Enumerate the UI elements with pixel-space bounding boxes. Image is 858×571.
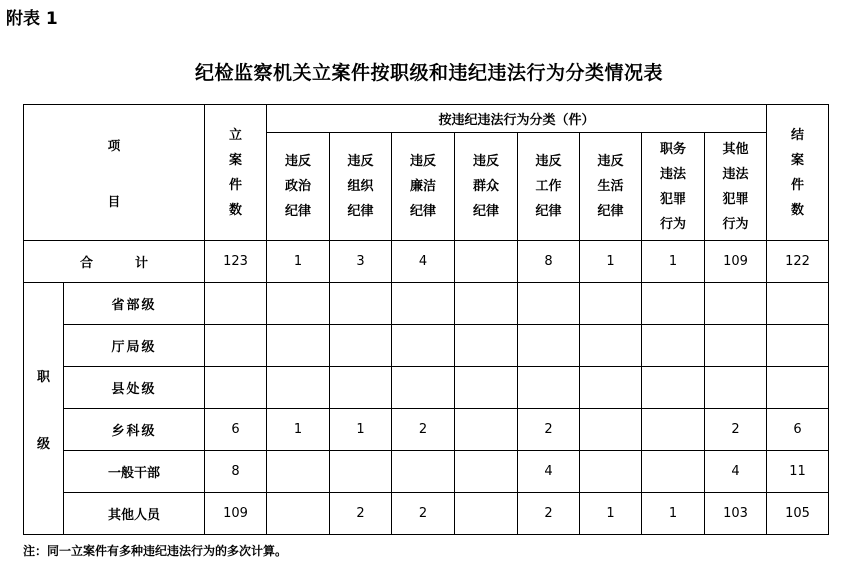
table-cell <box>767 325 829 367</box>
table-row <box>24 367 858 409</box>
table-cell: 6 <box>767 409 829 451</box>
table-title: 纪检监察机关立案件按职级和违纪违法行为分类情况表 <box>194 62 663 84</box>
table-row <box>24 493 858 535</box>
table-cell: 2 <box>330 493 392 535</box>
table-cell: 1 <box>580 493 642 535</box>
table-row <box>24 325 858 367</box>
category-header-organizational: 违反 组织 纪律 <box>330 133 392 241</box>
rank-group-label: 职 级 <box>24 283 64 535</box>
category-header-mass: 违反 群众 纪律 <box>455 133 518 241</box>
item-header-top: 项 <box>107 137 121 153</box>
table-cell <box>518 325 580 367</box>
row-label: 县处级 <box>64 367 205 409</box>
table-cell <box>642 283 705 325</box>
table-cell <box>642 451 705 493</box>
table-cell: 2 <box>518 493 580 535</box>
table-cell <box>330 451 392 493</box>
table-cell: 1 <box>580 241 642 283</box>
closed-count-header: 结 案 件 数 <box>767 105 829 241</box>
table-cell <box>392 451 455 493</box>
table-cell: 2 <box>392 409 455 451</box>
table-cell <box>705 367 767 409</box>
item-header-bottom: 目 <box>107 193 121 209</box>
table-cell: 4 <box>392 241 455 283</box>
table-cell <box>205 325 267 367</box>
table-cell <box>330 283 392 325</box>
table-cell: 1 <box>330 409 392 451</box>
table-cell <box>767 367 829 409</box>
table-cell <box>455 367 518 409</box>
table-cell <box>455 283 518 325</box>
table-cell <box>518 367 580 409</box>
table-cell: 6 <box>205 409 267 451</box>
table-cell <box>267 283 330 325</box>
table-cell <box>705 325 767 367</box>
table-cell <box>205 283 267 325</box>
table-cell: 2 <box>518 409 580 451</box>
table-cell: 4 <box>705 451 767 493</box>
table-cell <box>455 451 518 493</box>
table-cell <box>455 241 518 283</box>
table-cell <box>642 325 705 367</box>
table-cell: 2 <box>392 493 455 535</box>
row-label: 其他人员 <box>64 493 205 535</box>
row-label: 省部级 <box>64 283 205 325</box>
table-cell: 109 <box>705 241 767 283</box>
category-group-header: 按违纪违法行为分类（件） <box>267 105 767 133</box>
table-cell: 3 <box>330 241 392 283</box>
table-cell <box>392 283 455 325</box>
table-cell <box>518 283 580 325</box>
table-cell: 1 <box>267 241 330 283</box>
total-row <box>24 241 858 283</box>
table-cell <box>455 493 518 535</box>
table-cell: 2 <box>705 409 767 451</box>
category-header-life: 违反 生活 纪律 <box>580 133 642 241</box>
table-cell: 103 <box>705 493 767 535</box>
row-label: 一般干部 <box>64 451 205 493</box>
table-cell <box>767 283 829 325</box>
table-cell <box>580 283 642 325</box>
table-cell: 1 <box>267 409 330 451</box>
table-cell <box>267 451 330 493</box>
table-row <box>24 409 858 451</box>
category-header-other-crime: 其他 违法 犯罪 行为 <box>705 133 767 241</box>
table-cell <box>642 409 705 451</box>
table-cell <box>455 409 518 451</box>
table-cell: 109 <box>205 493 267 535</box>
table-cell: 4 <box>518 451 580 493</box>
table-cell <box>392 367 455 409</box>
footnote: 注：同一立案件有多种违纪违法行为的多次计算。 <box>23 544 288 558</box>
category-header-work: 违反 工作 纪律 <box>518 133 580 241</box>
table-cell: 1 <box>642 493 705 535</box>
table-cell <box>705 283 767 325</box>
table-row <box>24 451 858 493</box>
table-cell <box>580 409 642 451</box>
category-header-integrity: 违反 廉洁 纪律 <box>392 133 455 241</box>
table-cell: 8 <box>518 241 580 283</box>
table-cell <box>267 325 330 367</box>
table-cell <box>580 367 642 409</box>
table-cell: 1 <box>642 241 705 283</box>
table-cell <box>330 325 392 367</box>
category-header-duty-crime: 职务 违法 犯罪 行为 <box>642 133 705 241</box>
total-row-label: 合 计 <box>24 241 205 283</box>
table-cell <box>580 325 642 367</box>
statistics-table <box>23 104 858 535</box>
row-label: 厅局级 <box>64 325 205 367</box>
table-cell: 122 <box>767 241 829 283</box>
table-cell: 105 <box>767 493 829 535</box>
table-cell <box>455 325 518 367</box>
table-row <box>24 283 858 325</box>
table-cell <box>267 367 330 409</box>
item-header-cell <box>24 105 205 241</box>
table-cell: 123 <box>205 241 267 283</box>
table-cell <box>330 367 392 409</box>
table-cell: 8 <box>205 451 267 493</box>
table-cell <box>580 451 642 493</box>
table-cell <box>642 367 705 409</box>
filed-count-header: 立 案 件 数 <box>205 105 267 241</box>
table-cell <box>267 493 330 535</box>
table-cell: 11 <box>767 451 829 493</box>
table-cell <box>392 325 455 367</box>
appendix-label: 附表 1 <box>6 9 58 29</box>
row-label: 乡科级 <box>64 409 205 451</box>
table-cell <box>205 367 267 409</box>
category-header-political: 违反 政治 纪律 <box>267 133 330 241</box>
